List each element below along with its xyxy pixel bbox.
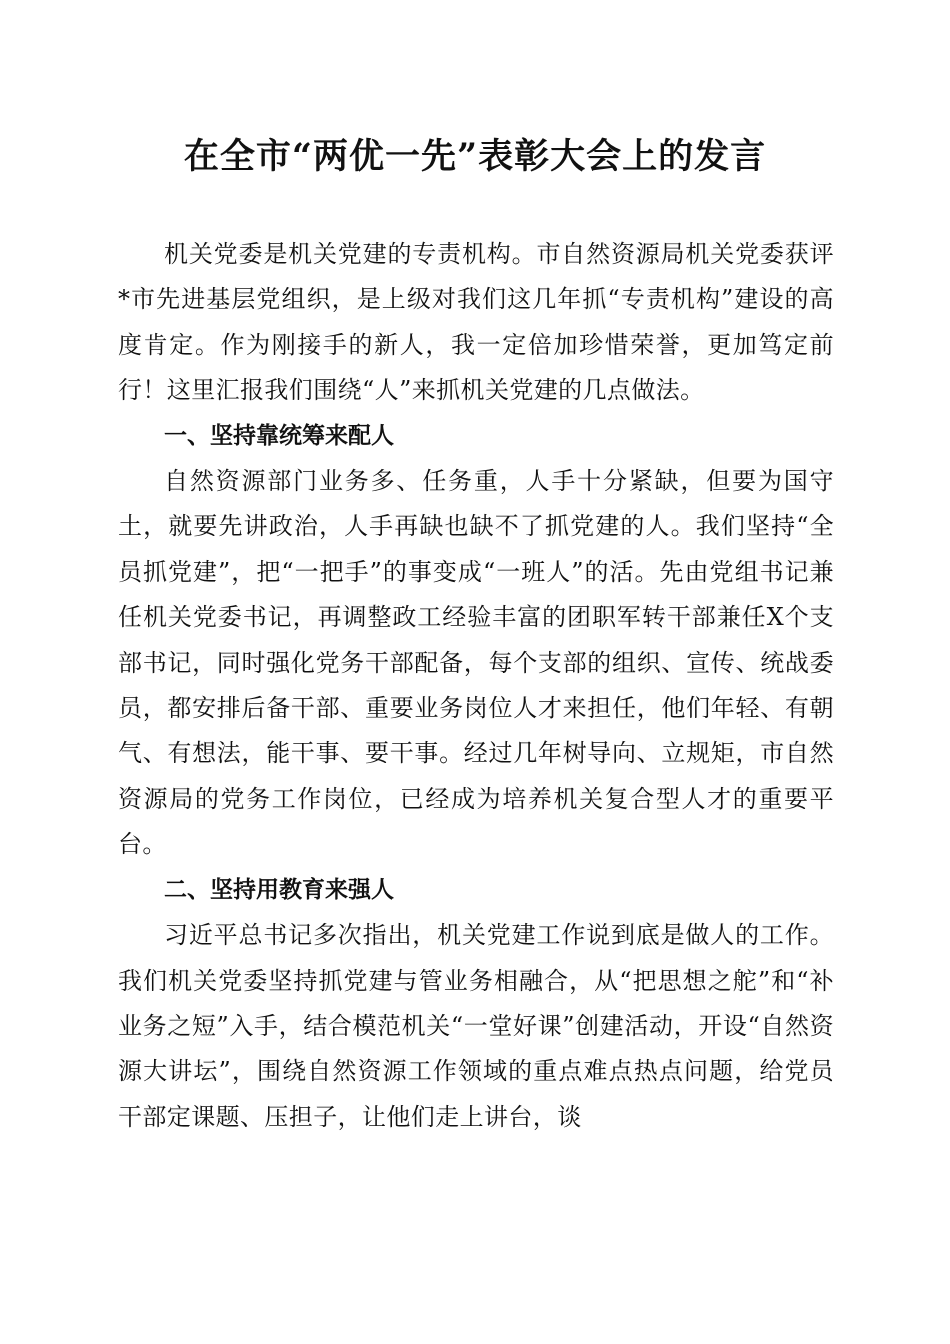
document-body <box>118 232 834 1140</box>
section-paragraph-2: 习近平总书记多次指出，机关党建工作说到底是做人的工作。我们机关党委坚持抓党建与管业务相融合，从“把思想之舵”和“补业务之短”入手，结合模范机关“一堂好课”创建活动，开设“自然资源大讲坛”，围绕自然资源工作领域的重点难点热点问题，给党员干部定课题、压担子，让他们走上讲台，谈 <box>118 921 834 1131</box>
section-heading-1: 一、坚持靠统筹来配人 <box>164 422 394 449</box>
section-paragraph-1: 自然资源部门业务多、任务重，人手十分紧缺，但要为国守土，就要先讲政治，人手再缺也缺不了抓党建的人。我们坚持“全员抓党建”，把“一把手”的事变成“一班人”的活。先由党组书记兼任机关党委书记，再调整政工经验丰富的团职军转干部兼任X个支部书记，同时强化党务干部配备，每个支部的组织、宣传、统战委员，都安排后备干部、重要业务岗位人才来担任，他们年轻、有朝气、有想法，能干事、要干事。经过几年树导向、立规矩，市自然资源局的党务工作岗位，已经成为培养机关复合型人才的重要平台。 <box>118 467 834 859</box>
intro-paragraph: 机关党委是机关党建的专责机构。市自然资源局机关党委获评*市先进基层党组织，是上级对我们这几年抓“专责机构”建设的高度肯定。作为刚接手的新人，我一定倍加珍惜荣誉，更加笃定前行！这里汇报我们围绕“人”来抓机关党建的几点做法。 <box>118 240 834 405</box>
document-title: 在全市“两优一先”表彰大会上的发言 <box>183 136 767 177</box>
section-heading-2: 二、坚持用教育来强人 <box>164 876 394 903</box>
